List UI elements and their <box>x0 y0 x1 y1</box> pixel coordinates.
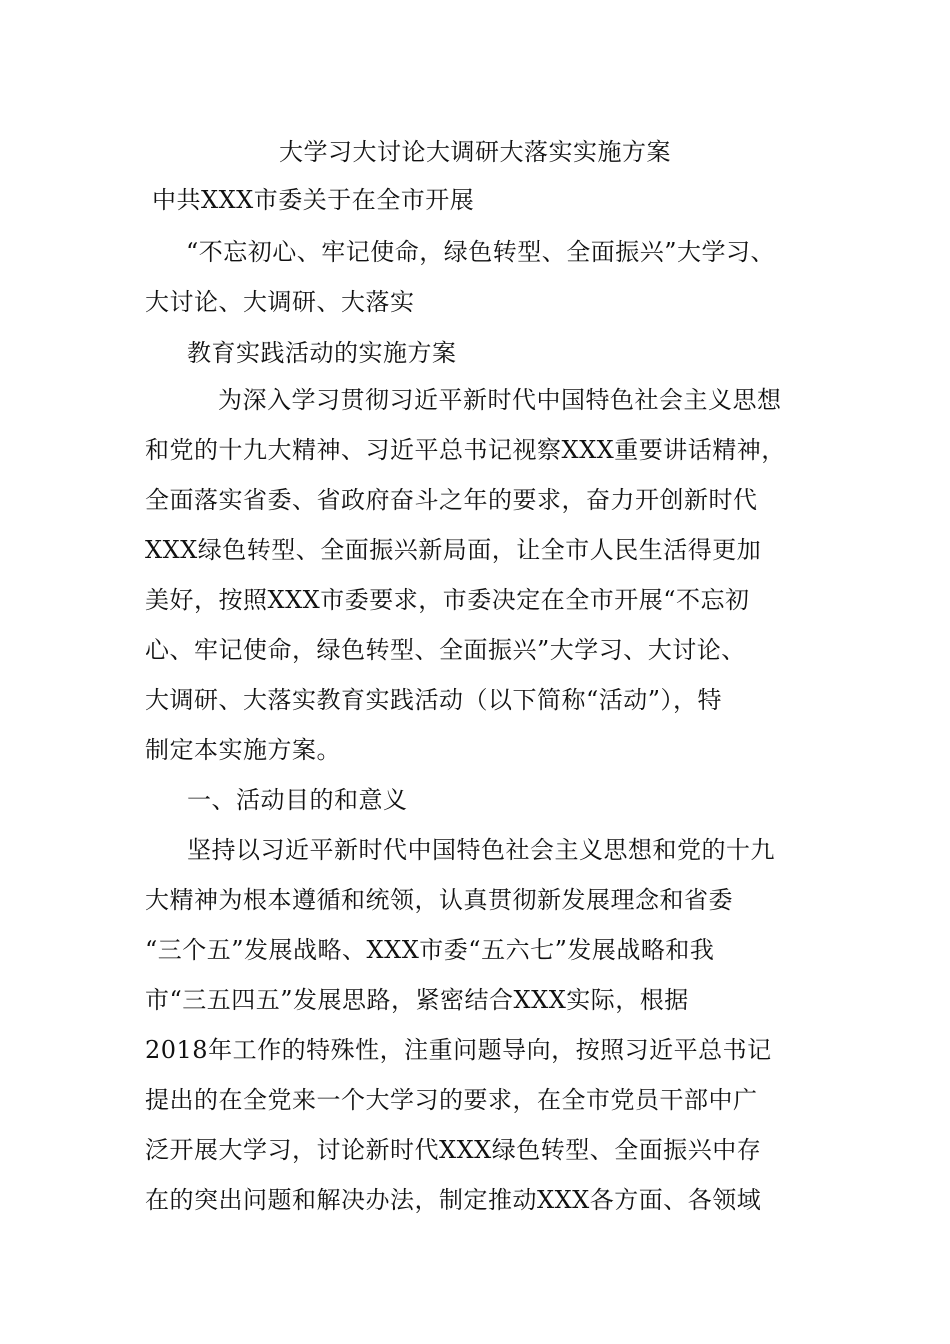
document-title: 大学习大讨论大调研大落实实施方案 <box>279 138 671 166</box>
text-line: 提出的在全党来一个大学习的要求，在全市党员干部中广 <box>145 1086 758 1114</box>
text-line: 市“三五四五”发展思路，紧密结合XXX实际，根据 <box>145 986 689 1014</box>
section-heading: 一、活动目的和意义 <box>187 786 408 814</box>
text-line: 心、牢记使命，绿色转型、全面振兴”大学习、大讨论、 <box>145 636 746 664</box>
text-line: 在的突出问题和解决办法，制定推动XXX各方面、各领域 <box>145 1186 762 1214</box>
text-line: “三个五”发展战略、XXX市委“五六七”发展战略和我 <box>145 936 715 964</box>
text-line: 2018年工作的特殊性，注重问题导向，按照习近平总书记 <box>145 1036 772 1064</box>
text-line: 泛开展大学习，讨论新时代XXX绿色转型、全面振兴中存 <box>145 1136 762 1164</box>
text-line: 美好，按照XXX市委要求，市委决定在全市开展“不忘初 <box>145 586 750 614</box>
text-line: “不忘初心、牢记使命，绿色转型、全面振兴”大学习、 <box>186 238 776 266</box>
text-line: XXX绿色转型、全面振兴新局面，让全市人民生活得更加 <box>145 536 762 564</box>
text-line: 大调研、大落实教育实践活动（以下简称“活动”），特 <box>145 686 723 714</box>
text-line: 坚持以习近平新时代中国特色社会主义思想和党的十九 <box>187 836 775 864</box>
text-line: 教育实践活动的实施方案 <box>187 339 457 367</box>
text-line: 中共XXX市委关于在全市开展 <box>152 186 475 214</box>
text-line: 大讨论、大调研、大落实 <box>145 288 415 316</box>
text-line: 制定本实施方案。 <box>145 736 341 764</box>
text-line: 大精神为根本遵循和统领，认真贯彻新发展理念和省委 <box>145 886 733 914</box>
text-line: 和党的十九大精神、习近平总书记视察XXX重要讲话精神， <box>145 436 786 464</box>
text-line: 全面落实省委、省政府奋斗之年的要求，奋力开创新时代 <box>145 486 758 514</box>
text-line: 为深入学习贯彻习近平新时代中国特色社会主义思想 <box>218 386 782 414</box>
